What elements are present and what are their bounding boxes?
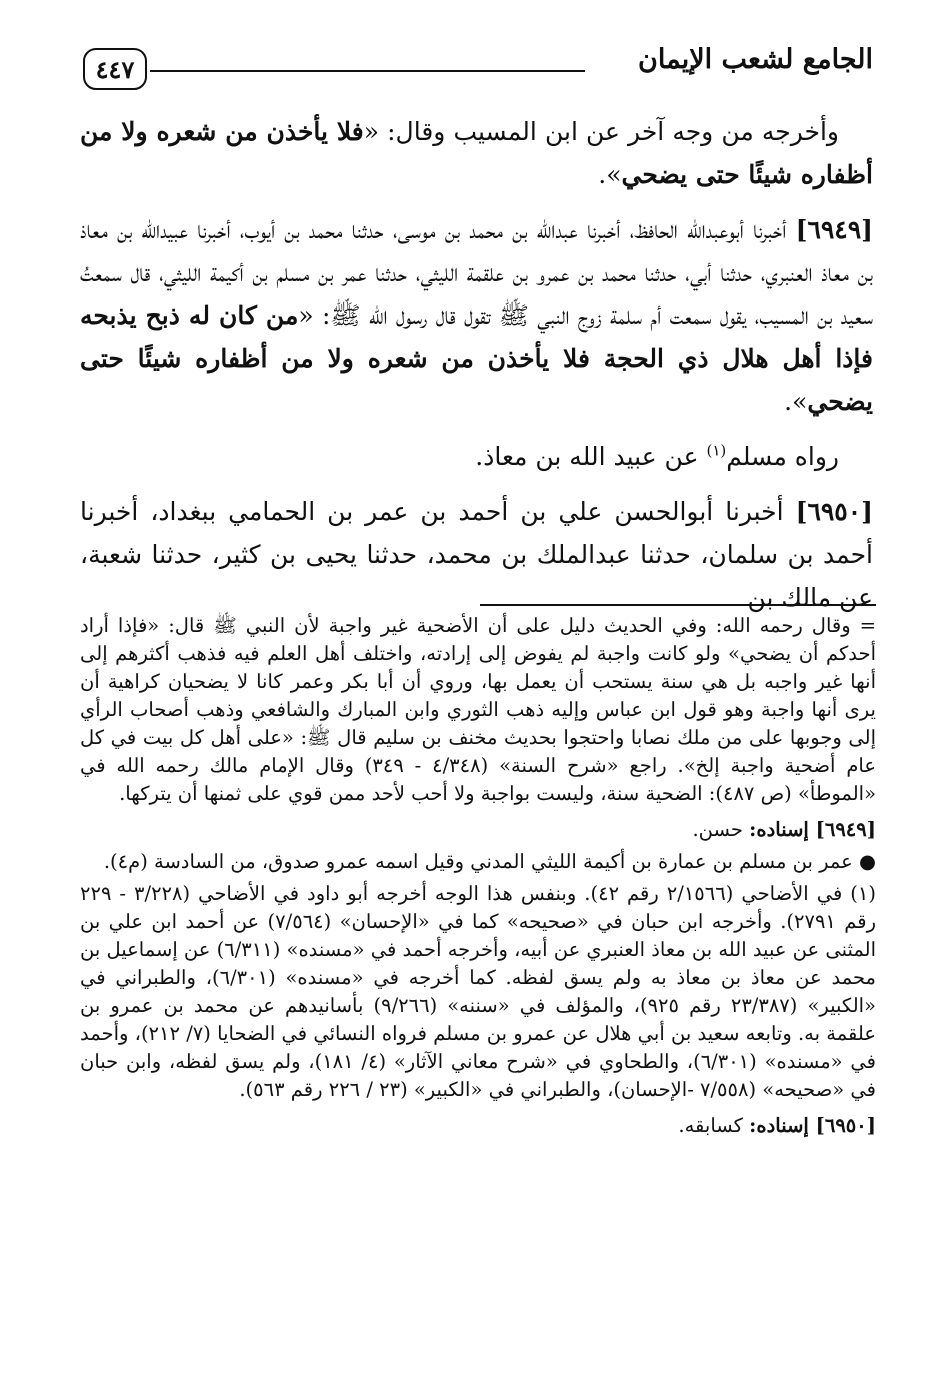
text-span: ».: [784, 387, 808, 416]
header-rule: [150, 70, 585, 72]
hadith-number: [٦٩٥٠]: [795, 497, 873, 526]
paragraph-narrated-by-muslim: [80, 435, 873, 478]
running-header-title: الجامع لشعب الإيمان: [638, 44, 873, 75]
text-span: حسن.: [692, 818, 750, 841]
paragraph-alternate-route: [80, 110, 873, 196]
text-span: عن عبيد الله بن معاذ.: [475, 442, 707, 471]
text-span: أخبرنا أبوعبدالله الحافظ، أخبرنا عبدالله بن محمد بن موسى، حدثنا محمد بن أيوب، أخبرنا عبيدالله بن معاذ بن معاذ العنبري، حدثنا أبي، حدثنا محمد بن عمرو بن علقمة الليثي، حدثنا عمر بن مسلم بن أكيمة الليثي، قال سمعتُ سعيد بن المسيب، يقول سمعت أم سلمة زوج النبي ﷺ تقول قال رسول الله ﷺ: «: [80, 215, 873, 330]
footnote-separator: [480, 604, 876, 606]
footnote-ref: (١): [706, 441, 727, 460]
main-text: [80, 110, 873, 631]
footnote-1: (١) في الأضاحي (٢/١٥٦٦ رقم ٤٢). وبنفس هذا الوجه أخرجه أبو داود في الأضاحي (٣/٢٢٨ - ٢٢٩ رقم ٢٧٩١). وأخرجه ابن حبان في «صحيحه» كما في «الإحسان» (٧/٥٦٤) عن أحمد ابن علي بن المثنى عن عبيد الله بن معاذ العنبري عن أبيه، وأخرجه أحمد في «مسنده» (٦/٣١١) عن إسماعيل بن محمد عن معاذ بن معاذ به ولم يسق لفظه. كما أخرجه في «مسنده» (٦/٣٠١)، والطبراني في «الكبير» (٢٣/٣٨٧ رقم ٩٢٥)، والمؤلف في «سننه» (٩/٢٦٦) بأسانيدهم عن محمد بن عمرو بن علقمة به. وتابعه سعيد بن أبي هلال عن عمرو بن مسلم فرواه النسائي في الضحايا (٧/ ٢١٢)، وأحمد في «مسنده» (٦/٣٠١)، والطحاوي في «شرح معاني الآثار» (٤/ ١٨١)، ولم يسق لفظه، وابن حبان في «صحيحه» (٧/٥٥٨ -الإحسان)، والطبراني في «الكبير» (٢٣ / ٢٢٦ رقم ٥٦٣).: [80, 882, 877, 1101]
footnote-6949-isnad: [80, 816, 876, 844]
footnote-narrator: ● عمر بن مسلم بن عمارة بن أكيمة الليثي المدني وقيل اسمه عمرو صدوق، من السادسة (م٤).: [103, 850, 876, 873]
hadith-number: [٦٩٤٩]: [795, 215, 873, 244]
text-span: رواه مسلم: [726, 442, 839, 471]
text-span: أخبرنا أبوالحسن علي بن أحمد بن عمر بن الحمامي ببغداد، أخبرنا أحمد بن سلمان، حدثنا عبدالملك بن محمد، حدثنا يحيى بن كثير، حدثنا شعبة، عن مالك بن: [80, 497, 873, 612]
text-span: ».: [598, 160, 622, 189]
isnad-label: [٦٩٤٩] إسناده:: [749, 818, 876, 841]
hadith-6949: [80, 208, 873, 423]
text-span: وأخرجه من وجه آخر عن ابن المسيب وقال: «: [363, 117, 839, 146]
footnote-6950-isnad: [80, 1112, 876, 1140]
footnotes: [80, 612, 876, 1144]
text-span: كسابقه.: [678, 1114, 750, 1137]
hadith-6950: [80, 490, 873, 619]
page-number: ٤٤٧: [95, 54, 135, 84]
isnad-label: [٦٩٥٠] إسناده:: [749, 1114, 876, 1137]
quote-span: فلا يأخذن من شعره ولا من أظفاره شيئًا حتى يضحي: [80, 117, 873, 189]
footnote-continuation: = وقال رحمه الله: وفي الحديث دليل على أن الأضحية غير واجبة لأن النبي ﷺ قال: «فإذا أراد أحدكم أن يضحي» ولو كانت واجبة لم يفوض إلى إرادته، واختلف أهل العلم فيه فذهب أكثرهم إلى أنها غير واجبه بل هي سنة يستحب أن يعمل بها، وروي أن أبا بكر وعمر كانا لا يضحيان كراهية أن يرى أنها واجبة وهو قول ابن عباس وإليه ذهب الثوري وابن المبارك والشافعي وذهب أصحاب الرأي إلى وجوبها على من ملك نصابا واحتجوا بحديث مخنف بن سليم قال ﷺ: «على أهل كل بيت في كل عام أضحية واجبة إلخ». راجع «شرح السنة» (٤/٣٤٨ - ٣٤٩) وقال الإمام مالك رحمه الله في «الموطأ» (ص ٤٨٧): الضحية سنة، وليست بواجبة ولا أحب لأحد ممن قوي على ثمنها أن يتركها.: [80, 614, 876, 805]
quote-span: من كان له ذبح يذبحه فإذا أهل هلال ذي الحجة فلا يأخذن من شعره ولا من أظفاره شيئًا حتى يضحي: [80, 301, 873, 416]
page-number-box: [83, 48, 147, 90]
